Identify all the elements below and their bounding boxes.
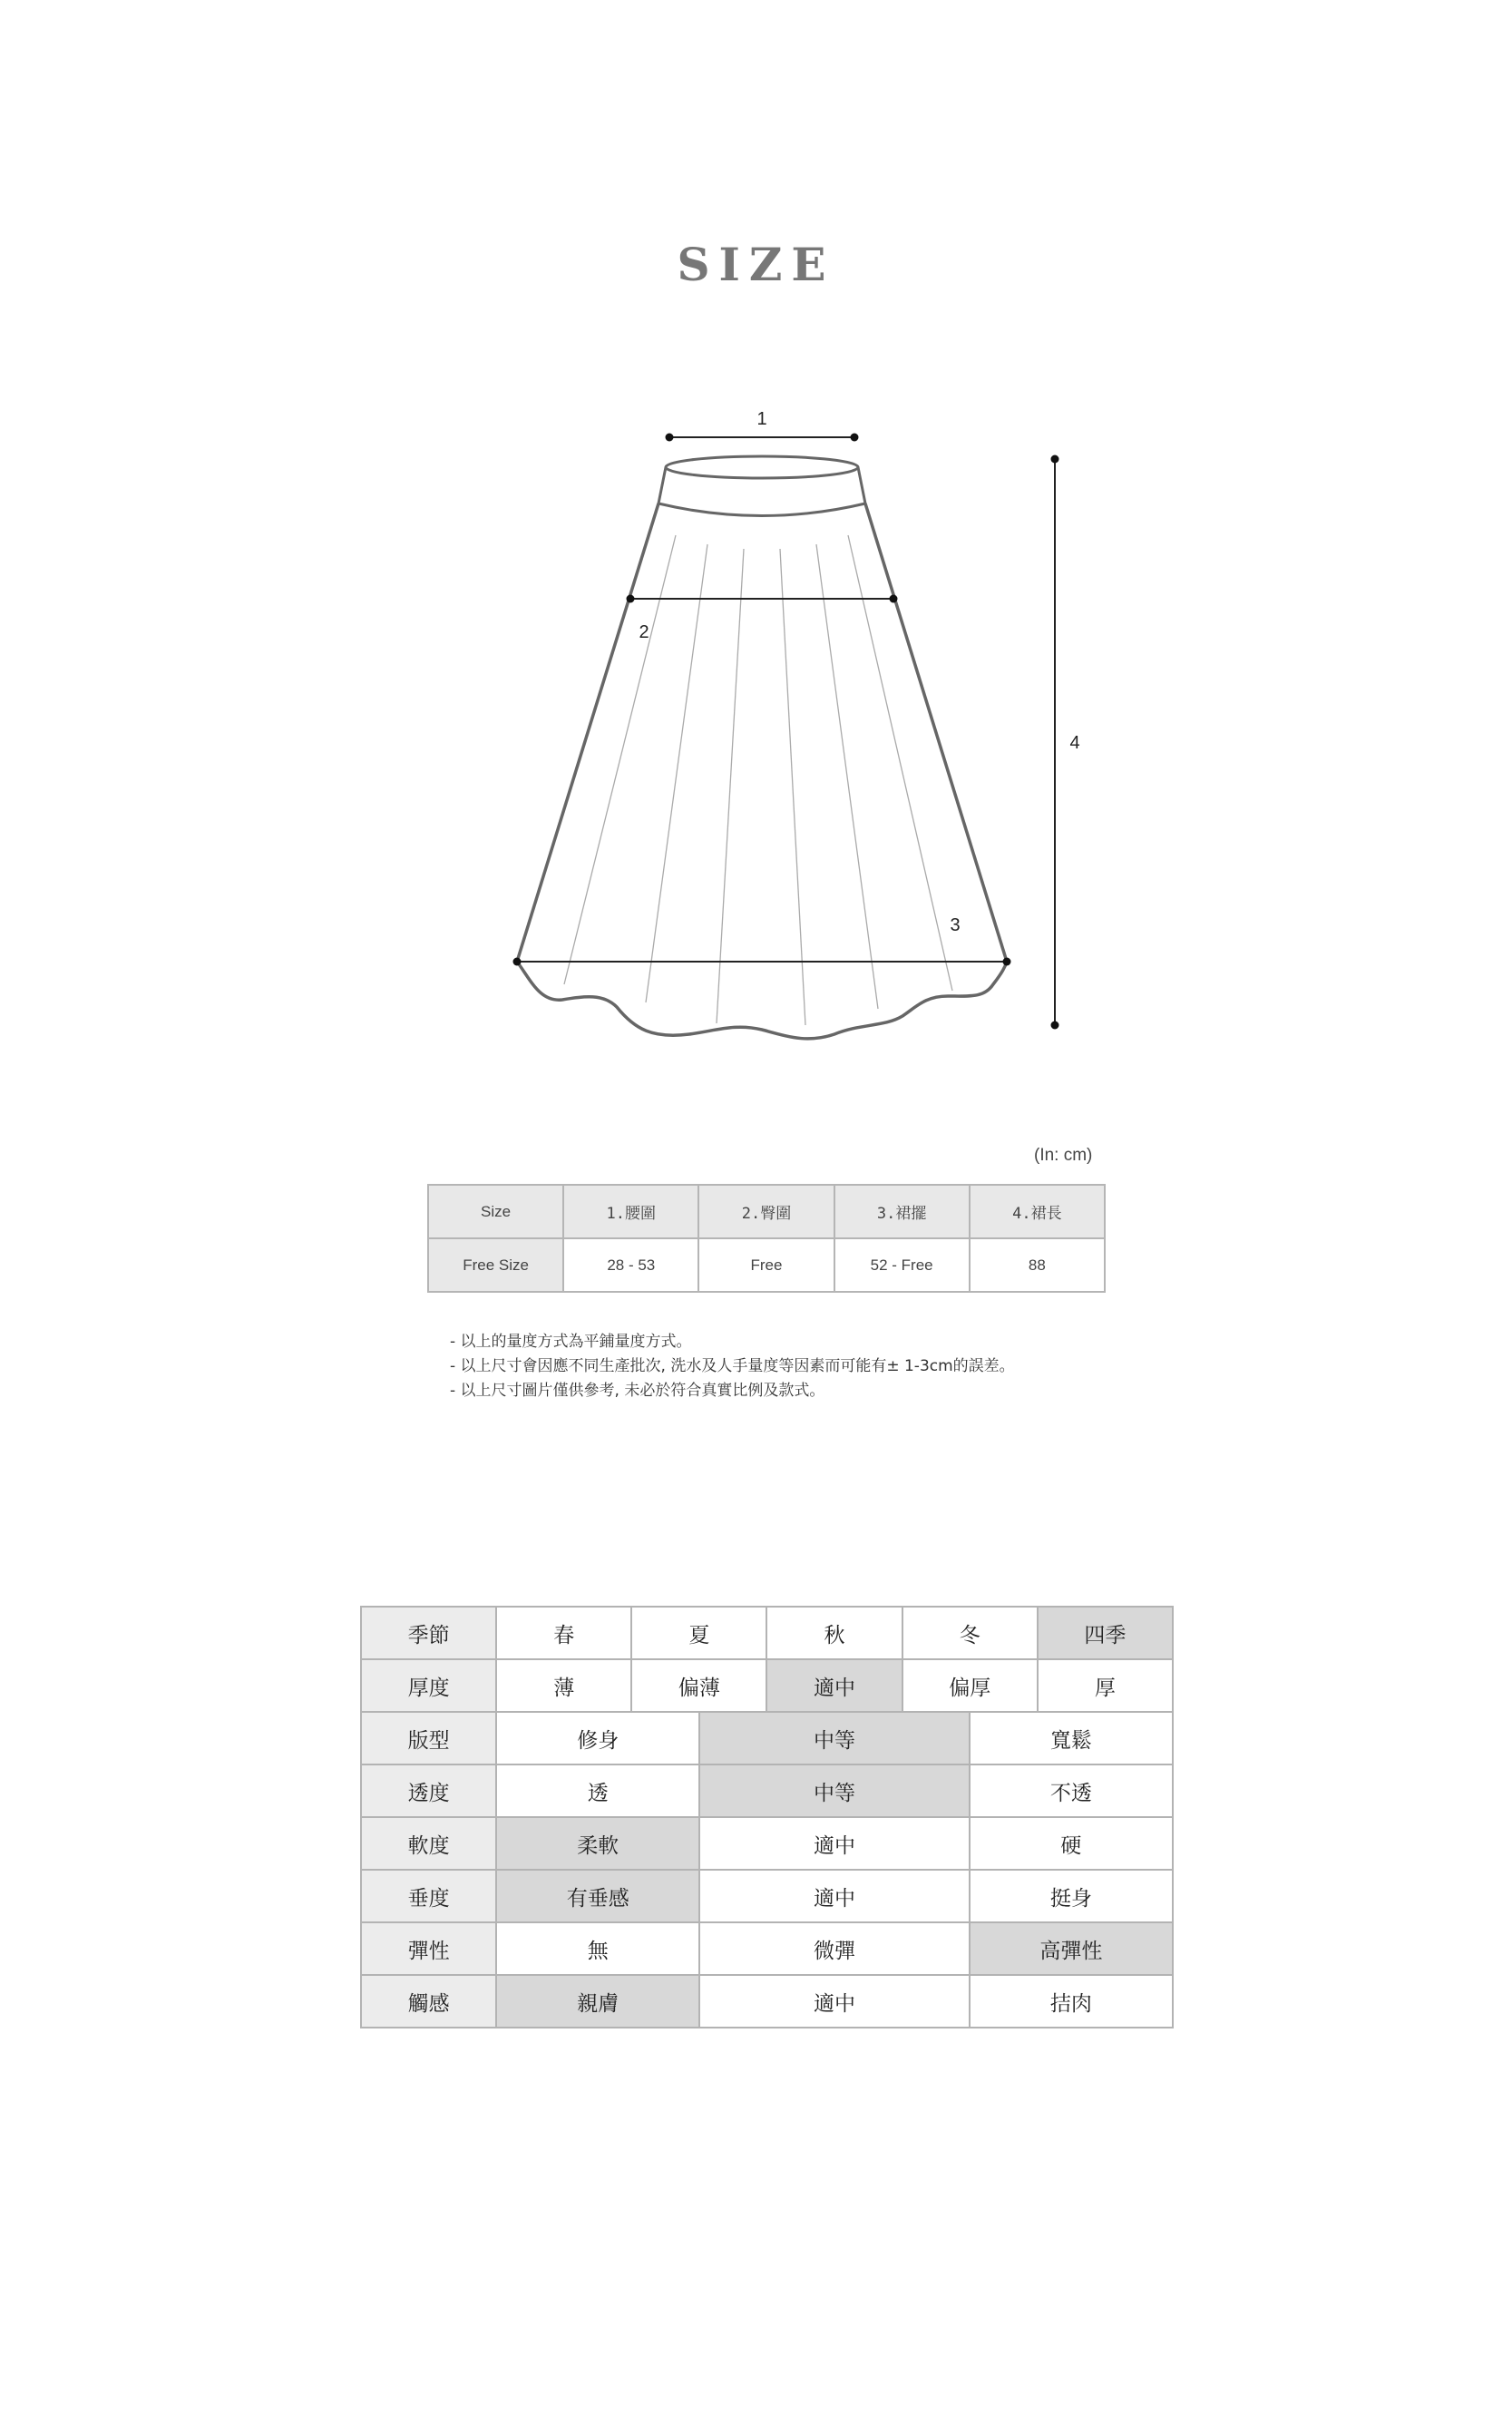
- attr-row-touch: [361, 1975, 1173, 2028]
- cell-waist: 28 - 53: [563, 1238, 698, 1292]
- label-1: 1: [756, 409, 767, 429]
- attr-option: 修身: [496, 1712, 699, 1764]
- header-hip: 2.臀圍: [698, 1185, 834, 1238]
- attr-option: 不透: [970, 1764, 1173, 1817]
- attr-option-selected: 四季: [1038, 1607, 1173, 1659]
- attr-option: 寬鬆: [970, 1712, 1173, 1764]
- cell-hip: Free: [698, 1238, 834, 1292]
- attr-row-season: [361, 1607, 1173, 1659]
- attr-option: 冬: [902, 1607, 1038, 1659]
- attr-option: 厚: [1038, 1659, 1173, 1712]
- attr-row-thickness: [361, 1659, 1173, 1712]
- header-size: Size: [428, 1185, 563, 1238]
- header-waist: 1.腰圍: [563, 1185, 698, 1238]
- attr-option: 夏: [631, 1607, 766, 1659]
- attr-option: 硬: [970, 1817, 1173, 1870]
- attr-option: 適中: [699, 1817, 969, 1870]
- attr-option: 無: [496, 1922, 699, 1975]
- attr-option-selected: 有垂感: [496, 1870, 699, 1922]
- attr-option: 透: [496, 1764, 699, 1817]
- attr-label: 觸感: [361, 1975, 496, 2028]
- skirt-left-edge: [517, 503, 658, 962]
- skirt-hem: [517, 962, 1007, 1039]
- skirt-diagram: [0, 0, 1512, 1089]
- attr-option-selected: 適中: [766, 1659, 902, 1712]
- attr-option: 挺身: [970, 1870, 1173, 1922]
- header-hem: 3.裙擺: [834, 1185, 970, 1238]
- notes: [450, 1330, 1015, 1403]
- attr-label: 透度: [361, 1764, 496, 1817]
- unit-label: (In: cm): [1034, 1146, 1093, 1165]
- attr-option: 適中: [699, 1870, 969, 1922]
- attr-option: 偏薄: [631, 1659, 766, 1712]
- label-3: 3: [950, 915, 961, 935]
- attr-option: 春: [496, 1607, 631, 1659]
- size-table: [427, 1184, 1106, 1293]
- attr-label: 厚度: [361, 1659, 496, 1712]
- waistband-top: [666, 456, 858, 478]
- attribute-table: [360, 1606, 1174, 2028]
- attr-option-selected: 中等: [699, 1712, 969, 1764]
- attr-option: 拮肉: [970, 1975, 1173, 2028]
- attr-option-selected: 柔軟: [496, 1817, 699, 1870]
- attr-option: 適中: [699, 1975, 969, 2028]
- attr-option-selected: 親膚: [496, 1975, 699, 2028]
- label-2: 2: [639, 622, 649, 642]
- attr-row-softness: [361, 1817, 1173, 1870]
- attr-label: 軟度: [361, 1817, 496, 1870]
- pleat-lines: [564, 535, 952, 1025]
- attr-option: 微彈: [699, 1922, 969, 1975]
- attr-option: 偏厚: [902, 1659, 1038, 1712]
- attr-label: 版型: [361, 1712, 496, 1764]
- header-length: 4.裙長: [970, 1185, 1105, 1238]
- attr-option: 薄: [496, 1659, 631, 1712]
- note-item: - 以上尺寸會因應不同生產批次, 洗水及人手量度等因素而可能有± 1-3cm的誤差。: [450, 1357, 1015, 1375]
- attr-option: 秋: [766, 1607, 902, 1659]
- attr-option-selected: 高彈性: [970, 1922, 1173, 1975]
- note-item: - 以上的量度方式為平鋪量度方式。: [450, 1333, 692, 1351]
- attr-label: 彈性: [361, 1922, 496, 1975]
- note-item: - 以上尺寸圖片僅供參考, 未必於符合真實比例及款式。: [450, 1382, 825, 1400]
- page-title: SIZE: [677, 238, 835, 291]
- attr-row-elasticity: [361, 1922, 1173, 1975]
- attr-row-transparency: [361, 1764, 1173, 1817]
- table-row: [428, 1238, 1105, 1292]
- attr-row-fit: [361, 1712, 1173, 1764]
- cell-size: Free Size: [428, 1238, 563, 1292]
- cell-hem: 52 - Free: [834, 1238, 970, 1292]
- skirt-right-edge: [865, 503, 1007, 962]
- attr-label: 垂度: [361, 1870, 496, 1922]
- attr-row-drape: [361, 1870, 1173, 1922]
- attr-label: 季節: [361, 1607, 496, 1659]
- attr-option-selected: 中等: [699, 1764, 969, 1817]
- size-table-header: [428, 1185, 1105, 1238]
- cell-length: 88: [970, 1238, 1105, 1292]
- label-4: 4: [1069, 733, 1080, 753]
